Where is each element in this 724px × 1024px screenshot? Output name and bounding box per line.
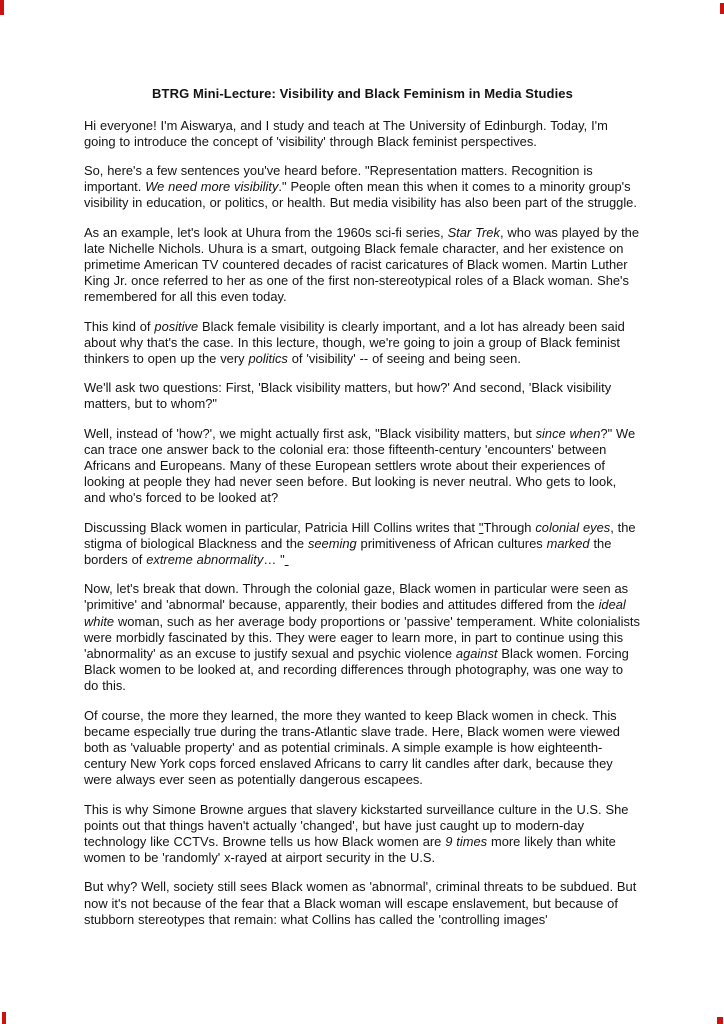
- text-run: [285, 552, 289, 567]
- corner-mark-top-right: [720, 3, 724, 14]
- text-run: ideal white: [84, 597, 626, 629]
- paragraph: [84, 225, 641, 306]
- text-run: Of course, the more they learned, the more they wanted to keep Black women in check. This became especially true during the trans-Atlantic slave trade. Here, Black women were viewed both as 'valuable property' and as potential criminals. A simple example is how eighteenth-century New York cops forced enslaved Africans to carry lit candles after dark, because they were always ever seen as potentially dangerous escapees.: [84, 707, 620, 788]
- document-body: [84, 118, 641, 929]
- paragraph: [84, 520, 641, 569]
- paragraph: [84, 708, 641, 789]
- text-run: the borders of: [84, 535, 612, 567]
- paragraph: [84, 879, 641, 928]
- paragraph: [84, 581, 641, 694]
- text-run: ?" We can trace one answer back to the colonial era: those fifteenth-century 'encounters' between Africans and Europeans. Many of these European settlers wrote about their experiences of looking at people they had never seen before. But looking is never neutral. Who gets to look, and who's forced to be looked at?: [84, 425, 636, 506]
- text-run: politics: [248, 350, 288, 366]
- text-block: [84, 86, 641, 941]
- paragraph: [84, 163, 641, 212]
- text-run: positive: [154, 318, 199, 334]
- text-run: ." People often mean this when it comes to a minority group's visibility in education, or politics, or health. But media visibility has also been part of the struggle.: [84, 179, 637, 211]
- text-run: But why? Well, society still sees Black women as 'abnormal', criminal threats to be subdued. But now it's not because of the fear that a Black woman will escape enslavement, but because of stubborn stereotypes that remain: what Collins has called the 'controlling images': [84, 879, 637, 927]
- text-run: , who was played by the late Nichelle Nichols. Uhura is a smart, outgoing Black female character, and her existence on primetime American TV countered decades of racist caricatures of Black women. Martin Luther King Jr. once referred to her as one of the first non-stereotypical roles of a Black woman. She's remembered for all this even today.: [84, 224, 640, 305]
- text-run: … ": [263, 551, 285, 567]
- text-run: So, here's a few sentences you've heard before. "Representation matters. Recognition is important.: [84, 162, 593, 195]
- corner-mark-top-left: [0, 0, 4, 15]
- text-run: extreme abnormality: [146, 551, 264, 567]
- text-run: Through: [483, 519, 536, 535]
- text-run: 9 times: [445, 834, 488, 850]
- text-run: Discussing Black women in particular, Patricia Hill Collins writes that: [84, 519, 479, 535]
- text-run: ": [478, 519, 484, 535]
- text-run: more likely than white women to be 'randomly' x-rayed at airport security in the U.S.: [84, 834, 616, 866]
- text-run: This is why Simone Browne argues that slavery kickstarted surveillance culture in the U.S. She points out that things haven't actually 'changed', but have just caught up to modern-day technology like CCTVs. Browne tells us how Black women are: [84, 801, 629, 850]
- text-run: Now, let's break that down. Through the colonial gaze, Black women in particular were seen as 'primitive' and 'abnormal' because, apparently, their bodies and attitudes differed from the: [84, 581, 629, 613]
- paragraph: [84, 319, 641, 368]
- text-run: woman, such as her average body proportions or 'passive' temperament. White colonialists were morbidly fascinated by this. They were eager to learn more, in part to continue using this 'abnormality' as an excuse to justify sexual and psychic violence: [84, 613, 640, 661]
- text-run: We'll ask two questions: First, 'Black visibility matters, but how?' And second, 'Black visibility matters, but to whom?": [84, 380, 612, 412]
- paragraph: [84, 802, 641, 867]
- text-run: Well, instead of 'how?', we might actually first ask, "Black visibility matters, but: [84, 425, 536, 441]
- text-run: primitiveness of African cultures: [356, 535, 547, 551]
- text-run: against: [455, 645, 498, 661]
- text-run: of 'visibility' -- of seeing and being seen.: [287, 350, 521, 366]
- text-run: , the stigma of biological Blackness and the: [84, 519, 636, 551]
- text-run: seeming: [307, 535, 357, 551]
- paragraph: [84, 426, 641, 507]
- corner-mark-bottom-left: [2, 1012, 6, 1024]
- paragraph: [84, 380, 641, 412]
- text-run: Star Trek: [447, 224, 500, 240]
- corner-mark-bottom-right: [717, 1017, 723, 1024]
- text-run: Black female visibility is clearly important, and a lot has already been said about why that's the case. In this lecture, though, we're going to join a group of Black feminist thinkers to open up the very: [84, 318, 625, 366]
- paragraph: [84, 118, 641, 150]
- text-run: colonial eyes: [535, 519, 611, 535]
- text-run: since when: [535, 425, 601, 441]
- text-run: Black women. Forcing Black women to be looked at, and recording differences through photography, was one way to do this.: [84, 645, 629, 694]
- text-run: Hi everyone! I'm Aiswarya, and I study and teach at The University of Edinburgh. Today, I'm going to introduce the concept of 'visibility' through Black feminist perspectives.: [84, 117, 608, 149]
- text-run: This kind of: [84, 318, 155, 334]
- text-run: As an example, let's look at Uhura from the 1960s sci-fi series,: [84, 224, 448, 240]
- text-run: marked: [546, 535, 590, 551]
- document-title: BTRG Mini-Lecture: Visibility and Black Feminism in Media Studies: [152, 86, 573, 101]
- text-run: We need more visibility: [145, 179, 279, 195]
